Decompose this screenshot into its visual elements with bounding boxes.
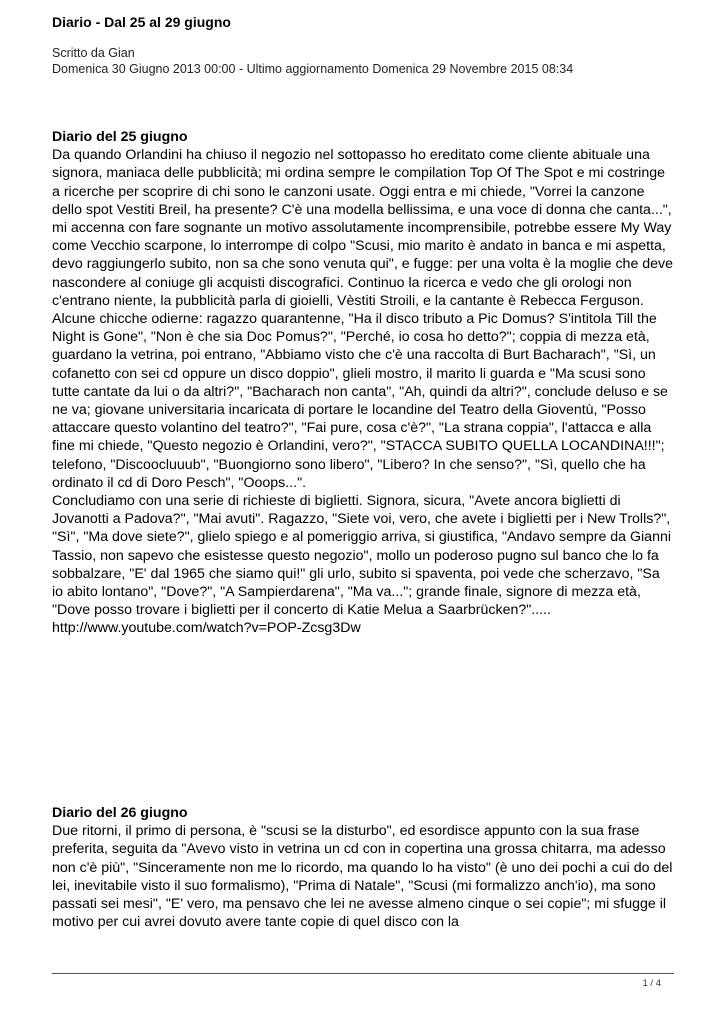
entry-title: Diario del 26 giugno <box>52 805 188 821</box>
paragraph: Alcune chicche odierne: ragazzo quarantenne, "Ha il disco tributo a Pic Domus? S'intitola Till the Night is Gone", "Non è che sia Doc Pomus?", "Perché, io cosa ho detto?"; coppia di mezza età, guardano la vetrina, poi entrano, "Abbiamo visto che c'è una raccolta di Burt Bacharach", "Sì, un cofanetto con sei cd oppure un disco doppio", glieli mostro, il marito li guarda e "Ma scusi sono tutte cantate da lui o da altri?", "Bacharach non canta", "Ah, quindi da altri?", conclude deluso e se ne va; giovane universitaria incaricata di portare le locandine del Teatro della Gioventù, "Posso attaccare questo volantino del teatro?", "Fai pure, cosa c'è?", "La strana coppia", l'attacca e alla fine mi chiede, "Questo negozio è Orlandini, vero?", "STACCA SUBITO QUELLA LOCANDINA!!!"; telefono, "Discoocluuub", "Buongiorno sono libero", "Libero? In che senso?", "Sì, quello che ha ordinato il cd di Doro Pesch", "Ooops...". <box>52 311 668 491</box>
diary-entry-26 <box>52 804 674 931</box>
page-number: 1 / 4 <box>642 978 661 989</box>
footer-divider <box>52 973 674 974</box>
entry-title: Diario del 25 giugno <box>52 129 188 145</box>
youtube-link[interactable]: http://www.youtube.com/watch?v=POP-Zcsg3Dw <box>52 620 361 637</box>
paragraph: Da quando Orlandini ha chiuso il negozio nel sottopasso ho ereditato come cliente abituale una signora, maniaca delle pubblicità; mi ordina sempre le compilation Top Of The Spot e mi costringe a ricerche per scoprire di chi sono le canzoni usate. Oggi entra e mi chiede, "Vorrei la canzone dello spot Vestiti Breil, ha presente? C'è una modella bellissima, e una voce di donna che canta...", mi accenna con fare sognante un motivo assolutamente incomprensibile, potrebbe essere My Way come Vecchio scarpone, lo interrompe di colpo "Scusi, mio marito è andato in banca e mi aspetta, devo raggiungerlo subito, non sa che sono venuta qui", e fugge: per una volta è la moglie che deve nascondere al coniuge gli acquisti discografici. Continuo la ricerca e vedo che gli orologi non c'entrano niente, la pubblicità parla di gioielli, Vèstiti Stroili, e la cantante è Rebecca Ferguson. <box>52 147 674 309</box>
author-line: Scritto da Gian <box>52 46 135 60</box>
diary-entry-25 <box>52 128 674 638</box>
page-title: Diario - Dal 25 al 29 giugno <box>52 14 231 30</box>
dates-line: Domenica 30 Giugno 2013 00:00 - Ultimo aggiornamento Domenica 29 Novembre 2015 08:34 <box>52 62 574 76</box>
paragraph: Due ritorni, il primo di persona, è "scusi se la disturbo", ed esordisce appunto con la sua frase preferita, seguita da "Avevo visto in vetrina un cd con in copertina una grossa chitarra, ma adesso non c'è più", "Sinceramente non me lo ricordo, ma quando lo ha visto" (è uno dei pochi a cui do del lei, inevitabile visto il suo formalismo), "Prima di Natale", "Scusi (mi formalizzo anch'io), ma sono passati sei mesi", "E' vero, ma pensavo che lei ne avesse almeno cinque o sei copie"; mi sfugge il motivo per cui avrei dovuto avere tante copie di quel disco con la <box>52 823 673 931</box>
paragraph: Concludiamo con una serie di richieste di biglietti. Signora, sicura, "Avete ancora biglietti di Jovanotti a Padova?", "Mai avuti". Ragazzo, "Siete voi, vero, che avete i biglietti per i New Trolls?", "Sì", "Ma dove siete?", glielo spiego e al pomeriggio arriva, si giustifica, "Andavo sempre da Gianni Tassio, non sapevo che esistesse questo negozio", mollo un poderoso pugno sul banco che lo fa sobbalzare, "E' dal 1965 che siamo qui!" gli urlo, subito si spaventa, poi vede che scherzavo, "Sa io abito lontano", "Dove?", "A Sampierdarena", "Ma va..."; grande finale, signore di mezza età, "Dove posso trovare i biglietti per il concerto di Katie Melua a Saarbrücken?"..... <box>52 493 672 619</box>
article-meta <box>52 45 573 77</box>
